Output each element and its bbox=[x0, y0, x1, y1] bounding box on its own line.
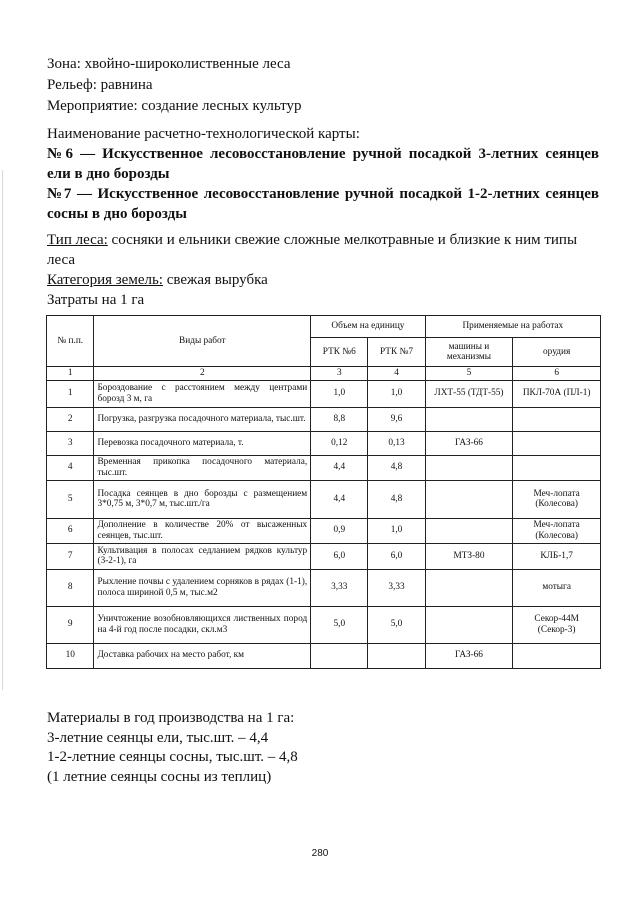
header-machines: машины и механизмы bbox=[425, 338, 513, 367]
measure-line: Мероприятие: создание лесных культур bbox=[47, 98, 302, 114]
work-description: Бороздование с расстоянием между центрами борозд 3 м, га bbox=[94, 380, 311, 407]
row-number: 6 bbox=[47, 518, 94, 543]
header-tools: орудия bbox=[513, 338, 601, 367]
table-row bbox=[47, 518, 601, 543]
costs-line: Затраты на 1 га bbox=[47, 292, 145, 308]
materials-block bbox=[47, 709, 298, 787]
header-num: № п.п. bbox=[47, 316, 94, 367]
colnum-cell: 5 bbox=[425, 367, 513, 381]
work-description: Уничтожение возобновляющихся лиственных пород на 4-й год после посадки, скл.м3 bbox=[94, 606, 311, 643]
rtk7-value bbox=[368, 643, 425, 668]
rtk6-value: 0,9 bbox=[311, 518, 368, 543]
rtk6-value: 3,33 bbox=[311, 569, 368, 606]
tool-cell: мотыга bbox=[513, 569, 601, 606]
rtk6-value: 0,12 bbox=[311, 431, 368, 455]
rtk7-value: 3,33 bbox=[368, 569, 425, 606]
rtk7-value: 9,6 bbox=[368, 407, 425, 431]
forest-type-line bbox=[47, 230, 599, 270]
scan-edge-mark bbox=[2, 170, 3, 690]
forest-info bbox=[47, 230, 599, 310]
table-row bbox=[47, 431, 601, 455]
work-description: Доставка рабочих на место работ, км bbox=[94, 643, 311, 668]
tool-cell: КЛБ-1,7 bbox=[513, 543, 601, 569]
colnum-cell: 4 bbox=[368, 367, 425, 381]
header-rtk7: РТК №7 bbox=[368, 338, 425, 367]
land-category-value: свежая вырубка bbox=[162, 272, 268, 288]
materials-spruce: 3-летние сеянцы ели, тыс.шт. – 4,4 bbox=[47, 729, 269, 746]
tool-cell bbox=[513, 643, 601, 668]
materials-heading: Материалы в год производства на 1 га: bbox=[47, 710, 295, 726]
tool-cell: Меч-лопата (Колесова) bbox=[513, 518, 601, 543]
card-7-title: №7 — Искусственное лесовосстановление ручной посадкой 1-2-летних сеянцев сосны в дно борозды bbox=[47, 186, 599, 222]
rtk7-value: 1,0 bbox=[368, 380, 425, 407]
site-conditions bbox=[47, 54, 302, 117]
table-row bbox=[47, 380, 601, 407]
work-description: Перевозка посадочного материала, т. bbox=[94, 431, 311, 455]
zone-line: Зона: хвойно-широколиственные леса bbox=[47, 56, 291, 72]
row-number: 3 bbox=[47, 431, 94, 455]
work-description: Культивация в полосах седланием рядков культур (3-2-1), га bbox=[94, 543, 311, 569]
works-table bbox=[46, 315, 601, 669]
row-number: 7 bbox=[47, 543, 94, 569]
table-row bbox=[47, 455, 601, 480]
card-6-title: №6 — Искусственное лесовосстановление ручной посадкой 3-летних сеянцев ели в дно борозды bbox=[47, 146, 599, 182]
machine-cell: МТЗ-80 bbox=[425, 543, 513, 569]
tool-cell: Секор-44М (Секор-3) bbox=[513, 606, 601, 643]
tool-cell: Меч-лопата (Колесова) bbox=[513, 480, 601, 518]
machine-cell bbox=[425, 606, 513, 643]
machine-cell: ГАЗ-66 bbox=[425, 643, 513, 668]
header-volume: Объем на единицу bbox=[311, 316, 425, 338]
tool-cell bbox=[513, 407, 601, 431]
rtk7-value: 1,0 bbox=[368, 518, 425, 543]
table-row bbox=[47, 543, 601, 569]
table-row bbox=[47, 643, 601, 668]
card-heading: Наименование расчетно-технологической карты: bbox=[47, 126, 360, 142]
materials-note: (1 летние сеянцы сосны из теплиц) bbox=[47, 768, 272, 785]
rtk6-value: 1,0 bbox=[311, 380, 368, 407]
tool-cell bbox=[513, 431, 601, 455]
tool-cell: ПКЛ-70А (ПЛ-1) bbox=[513, 380, 601, 407]
machine-cell: ЛХТ-55 (ТДТ-55) bbox=[425, 380, 513, 407]
row-number: 4 bbox=[47, 455, 94, 480]
card-title-block bbox=[47, 124, 599, 224]
rtk7-value: 4,8 bbox=[368, 480, 425, 518]
row-number: 9 bbox=[47, 606, 94, 643]
work-description: Дополнение в количестве 20% от высаженных сеянцев, тыс.шт. bbox=[94, 518, 311, 543]
colnum-cell: 3 bbox=[311, 367, 368, 381]
header-applied: Применяемые на работах bbox=[425, 316, 600, 338]
forest-type-label: Тип леса: bbox=[47, 232, 108, 248]
rtk7-value: 4,8 bbox=[368, 455, 425, 480]
header-rtk6: РТК №6 bbox=[311, 338, 368, 367]
row-number: 8 bbox=[47, 569, 94, 606]
colnum-cell: 2 bbox=[94, 367, 311, 381]
work-description: Посадка сеянцев в дно борозды с размещением 3*0,75 м, 3*0,7 м, тыс.шт./га bbox=[94, 480, 311, 518]
machine-cell bbox=[425, 569, 513, 606]
machine-cell bbox=[425, 480, 513, 518]
header-works: Виды работ bbox=[94, 316, 311, 367]
relief-line: Рельеф: равнина bbox=[47, 77, 153, 93]
work-description: Временная прикопка посадочного материала, тыс.шт. bbox=[94, 455, 311, 480]
table-row bbox=[47, 407, 601, 431]
row-number: 10 bbox=[47, 643, 94, 668]
machine-cell: ГАЗ-66 bbox=[425, 431, 513, 455]
rtk7-value: 6,0 bbox=[368, 543, 425, 569]
forest-type-value: сосняки и ельники свежие сложные мелкотравные и близкие к ним типы леса bbox=[47, 232, 578, 268]
colnum-cell: 1 bbox=[47, 367, 94, 381]
machine-cell bbox=[425, 518, 513, 543]
row-number: 1 bbox=[47, 380, 94, 407]
colnum-cell: 6 bbox=[513, 367, 601, 381]
land-category-label: Категория земель: bbox=[47, 272, 163, 288]
row-number: 5 bbox=[47, 480, 94, 518]
rtk6-value bbox=[311, 643, 368, 668]
table-row bbox=[47, 606, 601, 643]
rtk6-value: 8,8 bbox=[311, 407, 368, 431]
column-number-row bbox=[47, 367, 601, 381]
materials-pine: 1-2-летние сеянцы сосны, тыс.шт. – 4,8 bbox=[47, 749, 298, 765]
rtk6-value: 4,4 bbox=[311, 455, 368, 480]
rtk7-value: 0,13 bbox=[368, 431, 425, 455]
rtk6-value: 4,4 bbox=[311, 480, 368, 518]
rtk7-value: 5,0 bbox=[368, 606, 425, 643]
table-row bbox=[47, 569, 601, 606]
machine-cell bbox=[425, 407, 513, 431]
table-row bbox=[47, 480, 601, 518]
row-number: 2 bbox=[47, 407, 94, 431]
rtk6-value: 6,0 bbox=[311, 543, 368, 569]
machine-cell bbox=[425, 455, 513, 480]
page-number: 280 bbox=[311, 848, 329, 859]
rtk6-value: 5,0 bbox=[311, 606, 368, 643]
work-description: Рыхление почвы с удалением сорняков в рядах (1-1), полоса шириной 0,5 м, тыс.м2 bbox=[94, 569, 311, 606]
tool-cell bbox=[513, 455, 601, 480]
work-description: Погрузка, разгрузка посадочного материала, тыс.шт. bbox=[94, 407, 311, 431]
land-category-line bbox=[47, 270, 599, 290]
